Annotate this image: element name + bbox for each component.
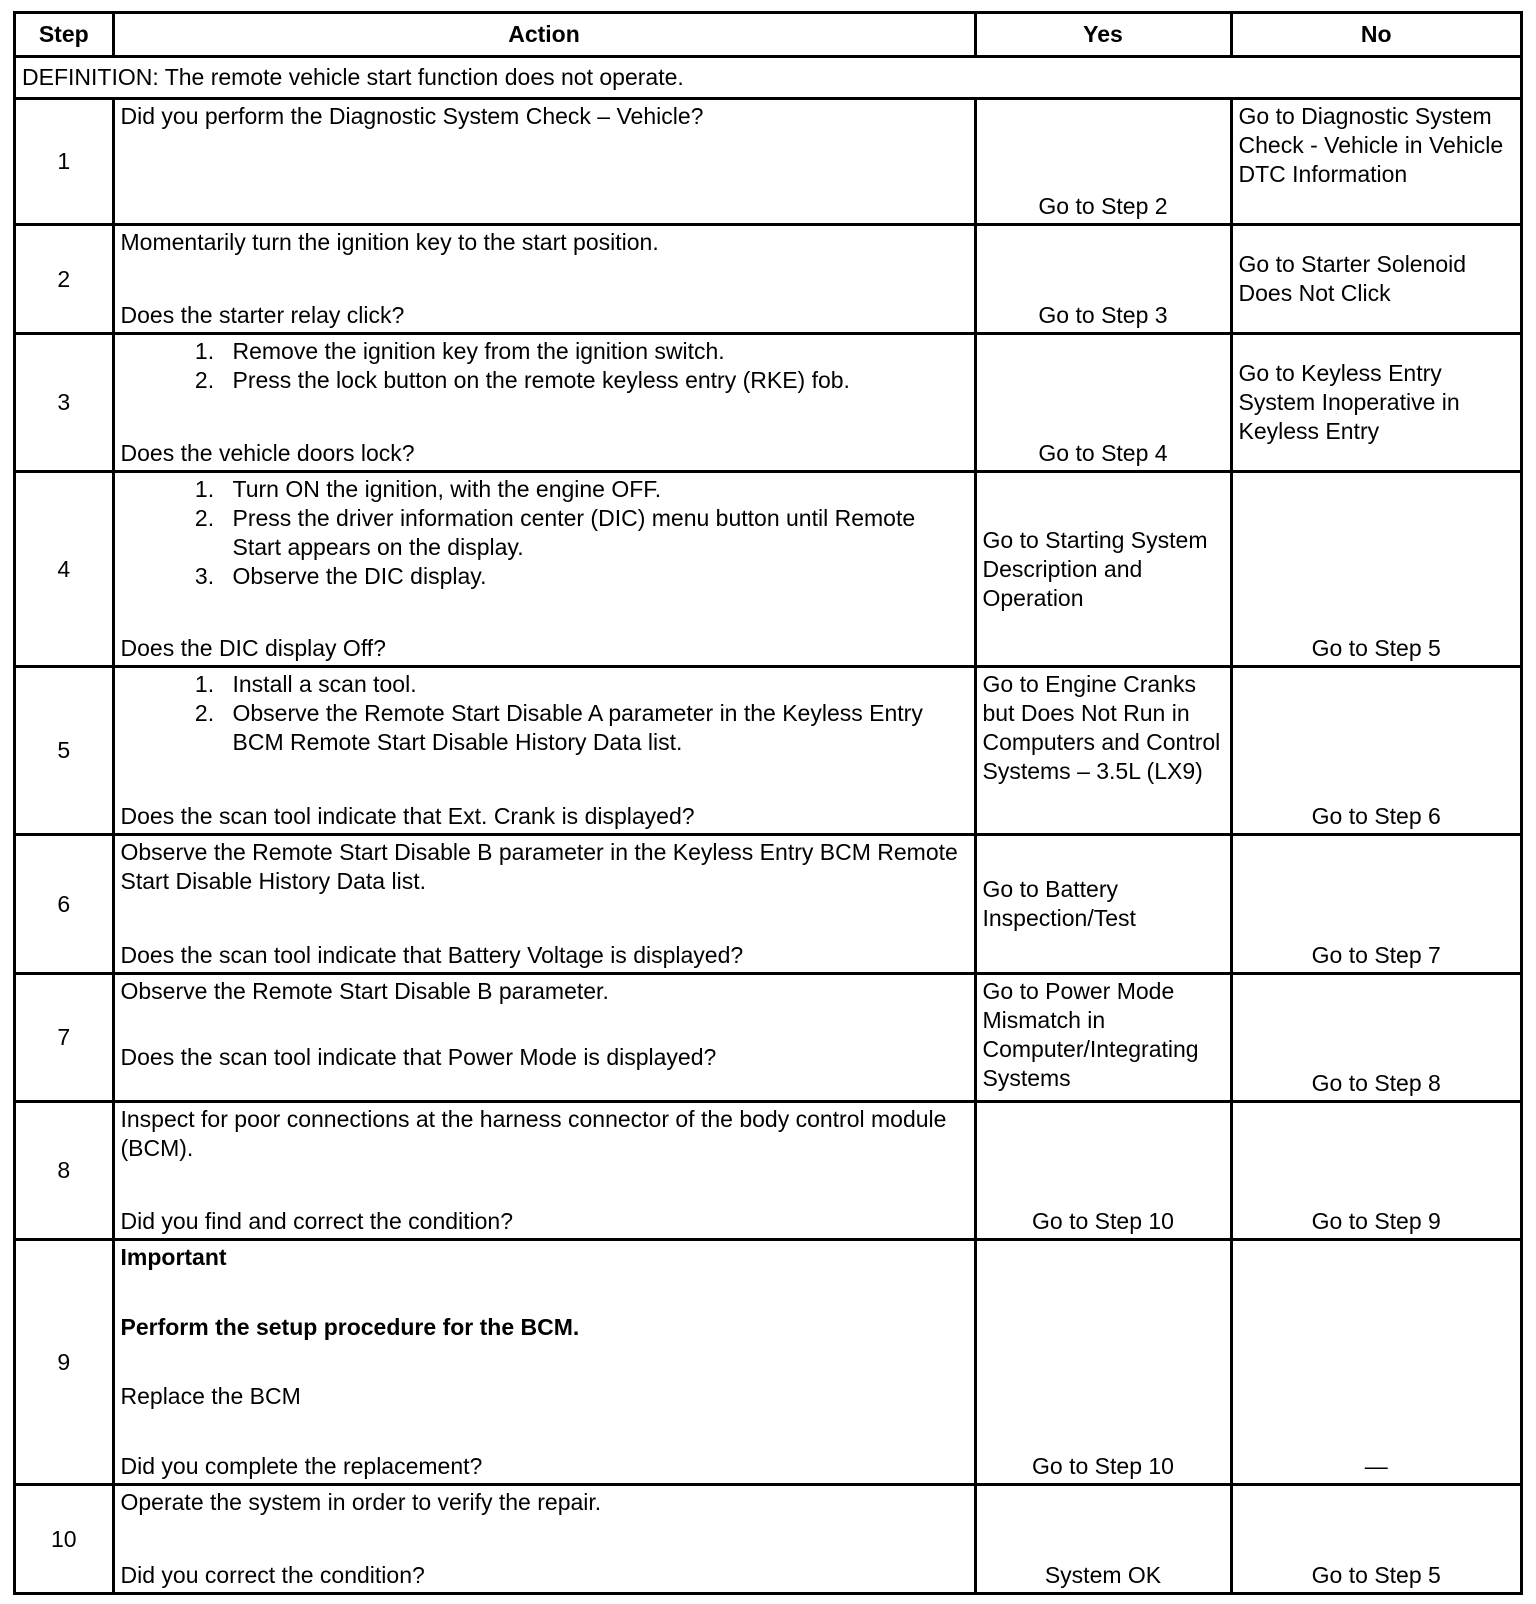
action-cell (113, 334, 975, 472)
diagnostic-table (16, 14, 1520, 1592)
action-steps-list (121, 475, 968, 591)
step-number: 5 (16, 667, 113, 835)
important-note: Perform the setup procedure for the BCM. (120, 1313, 580, 1340)
header-yes: Yes (975, 14, 1231, 57)
no-cell: Go to Keyless Entry System Inoperative in Keyless Entry (1231, 334, 1520, 472)
header-action: Action (113, 14, 975, 57)
action-steps-list (121, 337, 968, 395)
step-number: 8 (16, 1102, 113, 1240)
action-question: Did you find and correct the condition? (120, 1208, 514, 1234)
no-cell: Go to Step 6 (1231, 667, 1520, 835)
no-cell: Go to Step 5 (1231, 472, 1520, 667)
table-row (16, 1485, 1520, 1593)
action-instruction: Replace the BCM (120, 1383, 301, 1410)
yes-cell: Go to Step 10 (975, 1240, 1231, 1485)
no-cell: Go to Step 9 (1231, 1102, 1520, 1240)
action-cell (113, 225, 975, 334)
action-cell (113, 835, 975, 974)
action-steps-list (121, 670, 968, 757)
yes-cell: Go to Step 4 (975, 334, 1231, 472)
step-number: 9 (16, 1240, 113, 1485)
list-item: 2. Press the driver information center (DIC) menu button until Remote Start appears on the display. (221, 504, 968, 562)
list-item: 1. Turn ON the ignition, with the engine OFF. (221, 475, 968, 504)
action-question: Did you correct the condition? (120, 1562, 425, 1588)
action-question: Does the scan tool indicate that Battery Voltage is displayed? (120, 942, 744, 968)
definition-row (16, 57, 1520, 99)
action-cell (113, 974, 975, 1102)
step-number: 4 (16, 472, 113, 667)
action-question: Did you complete the replacement? (120, 1452, 483, 1479)
no-cell: Go to Step 5 (1231, 1485, 1520, 1593)
action-cell (113, 1240, 975, 1485)
step-number: 2 (16, 225, 113, 334)
action-question: Does the vehicle doors lock? (120, 440, 415, 466)
table-row (16, 974, 1520, 1102)
no-cell: Go to Step 7 (1231, 835, 1520, 974)
table-row (16, 334, 1520, 472)
step-number: 3 (16, 334, 113, 472)
action-question: Does the starter relay click? (120, 302, 405, 328)
no-cell: Go to Diagnostic System Check - Vehicle in Vehicle DTC Information (1231, 99, 1520, 225)
list-item: 2. Observe the Remote Start Disable A parameter in the Keyless Entry BCM Remote Start Disable History Data list. (221, 699, 968, 757)
table-row (16, 1102, 1520, 1240)
yes-cell: Go to Step 2 (975, 99, 1231, 225)
action-instruction: Momentarily turn the ignition key to the start position. (120, 229, 659, 255)
action-cell (113, 472, 975, 667)
yes-cell: System OK (975, 1485, 1231, 1593)
list-item: 1. Install a scan tool. (221, 670, 968, 699)
step-number: 10 (16, 1485, 113, 1593)
yes-cell: Go to Starting System Description and Operation (975, 472, 1231, 667)
header-no: No (1231, 14, 1520, 57)
step-number: 7 (16, 974, 113, 1102)
action-instruction: Inspect for poor connections at the harness connector of the body control module (BCM). (120, 1106, 947, 1161)
step-number: 6 (16, 835, 113, 974)
yes-cell: Go to Engine Cranks but Does Not Run in Computers and Control Systems – 3.5L (LX9) (975, 667, 1231, 835)
important-heading: Important (120, 1244, 227, 1270)
diagnostic-table-container (13, 11, 1523, 1595)
step-number: 1 (16, 99, 113, 225)
yes-cell: Go to Step 3 (975, 225, 1231, 334)
table-row (16, 835, 1520, 974)
definition-text: DEFINITION: The remote vehicle start function does not operate. (16, 57, 1520, 99)
action-cell (113, 1102, 975, 1240)
table-row (16, 99, 1520, 225)
no-cell: Go to Starter Solenoid Does Not Click (1231, 225, 1520, 334)
yes-cell: Go to Power Mode Mismatch in Computer/Integrating Systems (975, 974, 1231, 1102)
action-question: Does the scan tool indicate that Ext. Crank is displayed? (120, 803, 695, 829)
action-cell (113, 1485, 975, 1593)
list-item: 2. Press the lock button on the remote keyless entry (RKE) fob. (221, 366, 968, 395)
action-instruction: Observe the Remote Start Disable B parameter. (120, 978, 609, 1004)
list-item: 1. Remove the ignition key from the ignition switch. (221, 337, 968, 366)
action-instruction: Observe the Remote Start Disable B parameter in the Keyless Entry BCM Remote Start Disable History Data list. (120, 839, 958, 894)
action-cell (113, 99, 975, 225)
action-instruction: Operate the system in order to verify the repair. (120, 1489, 602, 1515)
action-cell (113, 667, 975, 835)
action-question: Did you perform the Diagnostic System Check – Vehicle? (120, 103, 704, 129)
header-row (16, 14, 1520, 57)
no-cell: — (1231, 1240, 1520, 1485)
no-cell: Go to Step 8 (1231, 974, 1520, 1102)
table-row (16, 472, 1520, 667)
header-step: Step (16, 14, 113, 57)
yes-cell: Go to Battery Inspection/Test (975, 835, 1231, 974)
action-question: Does the scan tool indicate that Power Mode is displayed? (120, 1044, 717, 1070)
yes-cell: Go to Step 10 (975, 1102, 1231, 1240)
table-row (16, 667, 1520, 835)
list-item: 3. Observe the DIC display. (221, 562, 968, 591)
action-question: Does the DIC display Off? (120, 635, 386, 661)
table-row (16, 1240, 1520, 1485)
table-row (16, 225, 1520, 334)
